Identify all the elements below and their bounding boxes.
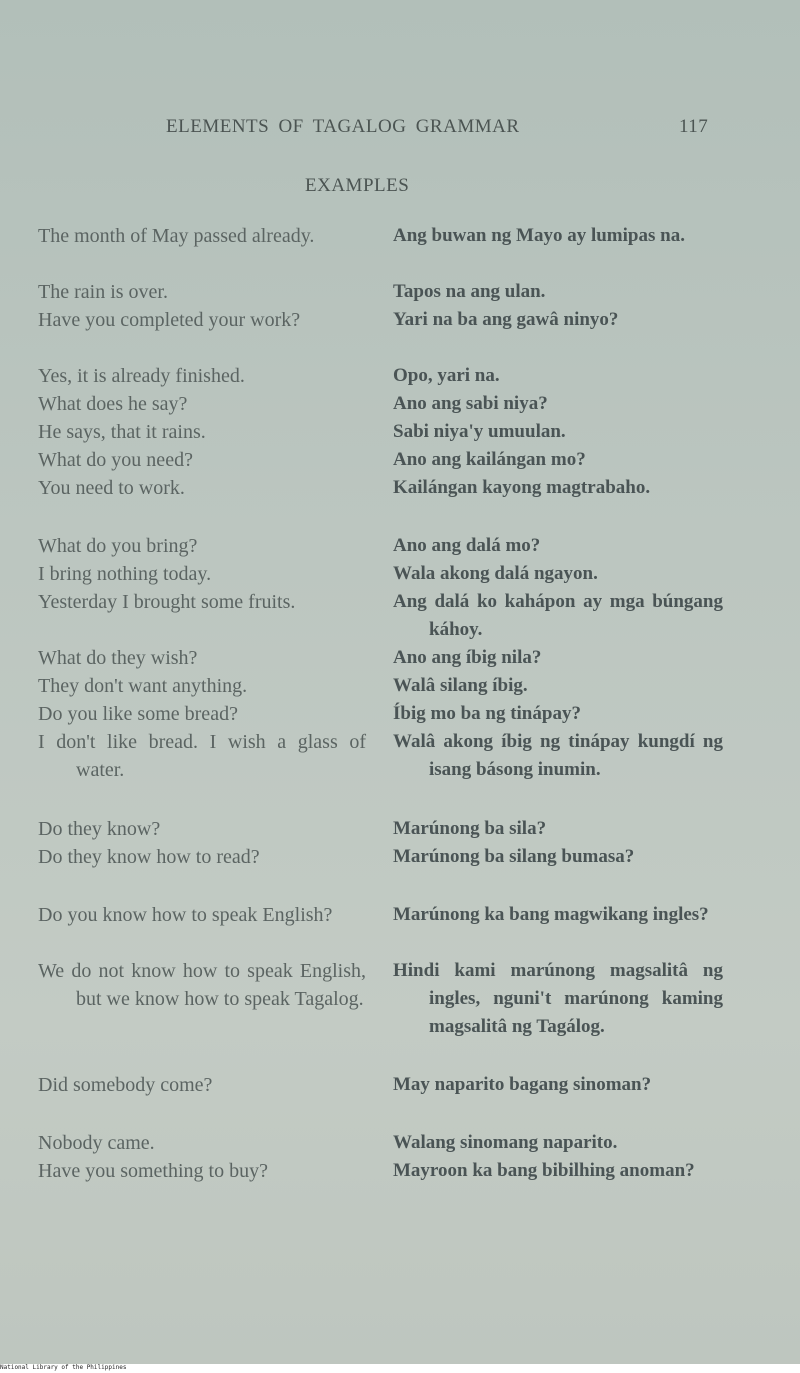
english-sentence: The rain is over.: [38, 281, 168, 303]
page-number: 117: [679, 116, 709, 137]
tagalog-sentence: May naparito bagang sinoman?: [393, 1074, 652, 1095]
tagalog-sentence: Ang buwan ng Mayo ay lumipas na.: [393, 225, 685, 246]
tagalog-sentence: Tapos na ang ulan.: [393, 281, 546, 302]
running-title: ELEMENTS OF TAGALOG GRAMMAR: [166, 116, 520, 137]
english-sentence: The month of May passed already.: [38, 225, 315, 247]
running-head: [0, 116, 800, 140]
library-credit: National Library of the Philippines: [0, 1364, 127, 1371]
english-sentence: What do you bring?: [38, 535, 198, 557]
english-sentence: They don't want anything.: [38, 675, 248, 697]
tagalog-sentence: Walâ silang íbig.: [393, 675, 528, 696]
tagalog-sentence: Ano ang dalá mo?: [393, 535, 541, 556]
tagalog-sentence: Opo, yari na.: [393, 365, 500, 386]
english-sentence: Did somebody come?: [38, 1074, 213, 1096]
tagalog-sentence: Walâ akong íbig ng tinápay kungdí ng isang básong inumin.: [393, 731, 723, 780]
tagalog-sentence: Ano ang íbig nila?: [393, 647, 542, 668]
english-sentence: What do they wish?: [38, 647, 198, 669]
tagalog-sentence: Walang sinomang naparito.: [393, 1132, 618, 1153]
tagalog-sentence: Hindi kami marúnong magsalitâ ng ingles, nguni't marúnong kaming magsalitâ ng Tagálog.: [393, 960, 723, 1037]
english-sentence: Yesterday I brought some fruits.: [38, 591, 296, 613]
english-sentence: You need to work.: [38, 477, 185, 499]
english-sentence: What do you need?: [38, 449, 193, 471]
english-sentence: Have you completed your work?: [38, 309, 301, 331]
section-heading: EXAMPLES: [305, 175, 410, 196]
tagalog-sentence: Marúnong ba sila?: [393, 818, 547, 839]
english-sentence: What does he say?: [38, 393, 188, 415]
tagalog-sentence: Íbig mo ba ng tinápay?: [393, 703, 581, 724]
tagalog-sentence: Kailángan kayong magtrabaho.: [393, 477, 651, 498]
tagalog-sentence: Yari na ba ang gawâ ninyo?: [393, 309, 619, 330]
english-sentence: He says, that it rains.: [38, 421, 206, 443]
tagalog-sentence: Sabi niya'y umuulan.: [393, 421, 566, 442]
tagalog-sentence: Marúnong ka bang magwikang ingles?: [393, 904, 709, 925]
tagalog-sentence: Ano ang sabi niya?: [393, 393, 548, 414]
tagalog-sentence: Wala akong dalá ngayon.: [393, 563, 598, 584]
english-sentence: Do they know?: [38, 818, 161, 840]
tagalog-sentence: Ano ang kailángan mo?: [393, 449, 586, 470]
english-sentence: Yes, it is already finished.: [38, 365, 245, 387]
english-sentence: We do not know how to speak English, but we know how to speak Tagalog.: [38, 960, 366, 1010]
tagalog-sentence: Mayroon ka bang bibilhing anoman?: [393, 1160, 695, 1181]
english-sentence: I don't like bread. I wish a glass of water.: [38, 731, 366, 781]
english-sentence: Do you like some bread?: [38, 703, 238, 725]
tagalog-sentence: Ang dalá ko kahápon ay mga búngang káhoy.: [393, 591, 723, 640]
tagalog-sentence: Marúnong ba silang bumasa?: [393, 846, 635, 867]
english-sentence: Do they know how to read?: [38, 846, 260, 868]
english-sentence: I bring nothing today.: [38, 563, 212, 585]
english-sentence: Do you know how to speak English?: [38, 904, 333, 926]
english-sentence: Have you something to buy?: [38, 1160, 268, 1182]
english-sentence: Nobody came.: [38, 1132, 155, 1154]
